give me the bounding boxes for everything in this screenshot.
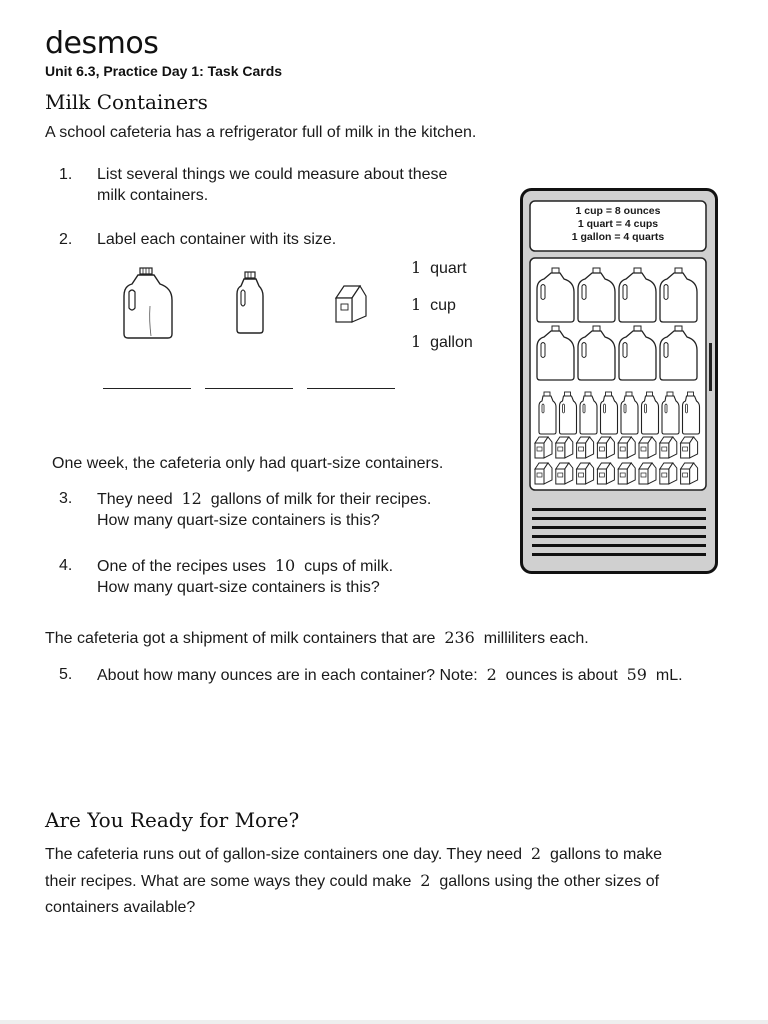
ready-line3: containers available? <box>45 899 196 916</box>
milk-carton-icon <box>332 282 370 324</box>
fridge-carton-icon <box>535 463 552 484</box>
size-option-cup: 1 cup <box>411 295 456 314</box>
refrigerator-illustration <box>520 188 718 574</box>
q5-number: 5. <box>59 666 73 683</box>
fridge-carton-icon <box>681 463 698 484</box>
fridge-carton-icon <box>577 463 594 484</box>
answer-blank-1[interactable] <box>103 388 191 389</box>
section-title-ready-for-more: Are You Ready for More? <box>45 808 300 832</box>
q3-line2: How many quart-size containers is this? <box>97 512 380 529</box>
q3-line1: They need 12 gallons of milk for their recipes. <box>97 489 432 508</box>
fridge-carton-icon <box>556 437 573 458</box>
fridge-carton-icon <box>681 437 698 458</box>
unit-subtitle: Unit 6.3, Practice Day 1: Task Cards <box>45 63 283 79</box>
conversion-cup-ounces: 1 cup = 8 ounces <box>575 205 661 217</box>
intro-text: A school cafeteria has a refrigerator full of milk in the kitchen. <box>45 124 477 141</box>
fridge-carton-icon <box>660 437 677 458</box>
q1-number: 1. <box>59 166 73 183</box>
page-bottom-edge <box>0 1020 768 1024</box>
desmos-logo: desmos <box>45 26 159 61</box>
q5-text: About how many ounces are in each container? Note: 2 ounces is about 59 mL. <box>97 665 683 684</box>
q4-number: 4. <box>59 557 73 574</box>
fridge-carton-icon <box>597 437 614 458</box>
q1-line1: List several things we could measure about these <box>97 166 448 183</box>
fridge-carton-icon <box>639 437 656 458</box>
fridge-carton-icon <box>597 463 614 484</box>
conversion-gallon-quarts: 1 gallon = 4 quarts <box>571 231 665 243</box>
q2-text: Label each container with its size. <box>97 231 337 248</box>
size-option-gallon: 1 gallon <box>411 332 473 351</box>
shipment-text: The cafeteria got a shipment of milk containers that are 236 milliliters each. <box>45 628 589 647</box>
fridge-carton-icon <box>660 463 677 484</box>
ready-line1: The cafeteria runs out of gallon-size containers one day. They need 2 gallons to make <box>45 844 663 863</box>
fridge-carton-icon <box>556 463 573 484</box>
q1-line2: milk containers. <box>97 187 209 204</box>
q2-number: 2. <box>59 231 73 248</box>
gallon-jug-icon <box>118 266 178 342</box>
conversion-quart-cups: 1 quart = 4 cups <box>577 218 659 230</box>
week-intro-text: One week, the cafeteria only had quart-size containers. <box>52 455 444 472</box>
fridge-carton-icon <box>535 437 552 458</box>
q3-number: 3. <box>59 490 73 507</box>
fridge-carton-icon <box>618 463 635 484</box>
fridge-carton-icon <box>577 437 594 458</box>
answer-blank-3[interactable] <box>307 388 395 389</box>
answer-blank-2[interactable] <box>205 388 293 389</box>
q4-line1: One of the recipes uses 10 cups of milk. <box>97 556 394 575</box>
fridge-carton-icon <box>618 437 635 458</box>
q4-line2: How many quart-size containers is this? <box>97 579 380 596</box>
ready-line2: their recipes. What are some ways they could make 2 gallons using the other sizes of <box>45 871 660 890</box>
fridge-carton-icon <box>639 463 656 484</box>
section-title-milk-containers: Milk Containers <box>45 90 208 114</box>
size-option-quart: 1 quart <box>411 258 467 277</box>
quart-bottle-icon <box>234 270 266 336</box>
